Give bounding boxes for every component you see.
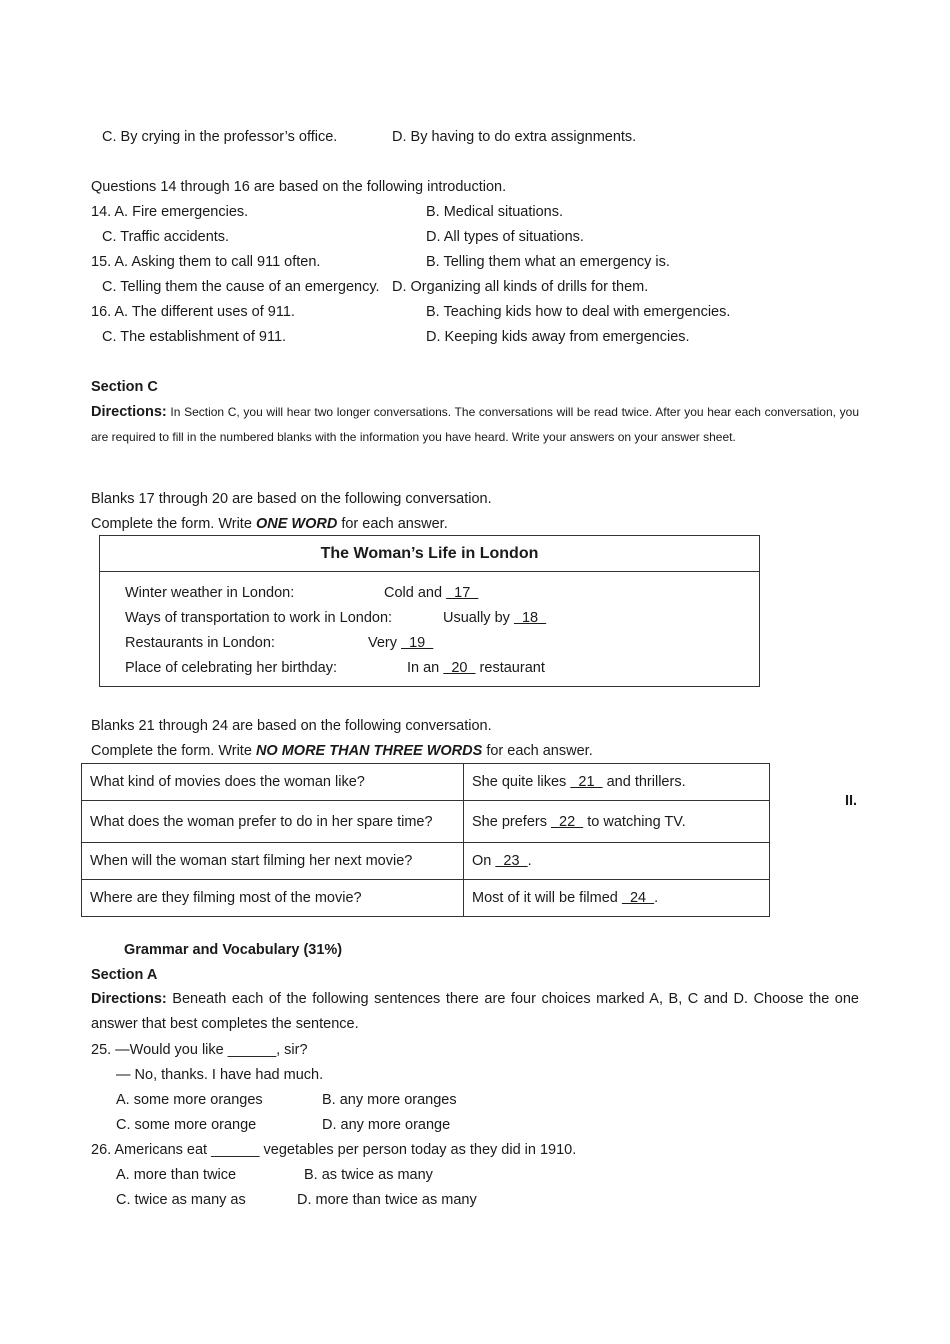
q26-stem: 26. Americans eat ______ vegetables per person today as they did in 1910. — [91, 1142, 577, 1158]
q25-option-a: A. some more oranges — [116, 1092, 263, 1108]
form-row-label: Place of celebrating her birthday: — [125, 660, 337, 676]
answer-post: . — [527, 853, 532, 869]
section-a-directions — [91, 987, 859, 1037]
answer-post: restaurant — [475, 660, 545, 676]
q15-option-a: 15. A. Asking them to call 911 often. — [91, 254, 321, 270]
q16-option-d: D. Keeping kids away from emergencies. — [426, 329, 690, 345]
q14-option-c: C. Traffic accidents. — [102, 229, 230, 245]
q26-option-c: C. twice as many as — [116, 1192, 246, 1208]
answer-pre: She quite likes — [472, 774, 571, 790]
table-row — [82, 801, 770, 843]
q26-option-b: B. as twice as many — [304, 1167, 433, 1183]
q16-option-a: 16. A. The different uses of 911. — [91, 304, 295, 320]
table-answer — [464, 843, 770, 880]
answer-pre: In an — [407, 660, 444, 676]
q26-option-d: D. more than twice as many — [297, 1192, 477, 1208]
part-ii-numeral: II. — [845, 793, 858, 809]
table-question: What kind of movies does the woman like? — [82, 764, 464, 801]
answer-post: to watching TV. — [583, 813, 686, 830]
intro-14-16: Questions 14 through 16 are based on the following introduction. — [91, 179, 507, 195]
q26-option-a: A. more than twice — [116, 1167, 237, 1183]
intro-21-24: Blanks 21 through 24 are based on the following conversation. — [91, 718, 492, 734]
table-question: What does the woman prefer to do in her spare time? — [82, 801, 464, 843]
blank-22[interactable]: 22 — [551, 813, 584, 830]
blank-20[interactable]: 20 — [443, 660, 476, 676]
table-answer — [464, 801, 770, 843]
table-row — [82, 880, 770, 917]
option-c: C. By crying in the professor’s office. — [102, 129, 338, 145]
q25-option-c: C. some more orange — [116, 1117, 257, 1133]
q15-option-d: D. Organizing all kinds of drills for them. — [392, 279, 649, 295]
blank-24[interactable]: 24 — [621, 890, 655, 906]
answer-pre: Most of it will be filmed — [472, 890, 622, 906]
section-c-directions — [91, 400, 859, 450]
q14-option-a: 14. A. Fire emergencies. — [91, 204, 249, 220]
answer-pre: She prefers — [472, 813, 551, 830]
table-row — [82, 843, 770, 880]
q25-line2: — No, thanks. I have had much. — [116, 1067, 324, 1083]
instr-pre: Complete the form. Write — [91, 516, 256, 532]
blank-18[interactable]: 18 — [513, 610, 547, 626]
table-row — [82, 764, 770, 801]
form-row-label: Restaurants in London: — [125, 635, 275, 651]
q16-option-b: B. Teaching kids how to deal with emergencies. — [426, 304, 731, 320]
instr-post: for each answer. — [337, 516, 448, 532]
q25-option-b: B. any more oranges — [322, 1092, 457, 1108]
movie-table — [81, 763, 770, 917]
answer-pre: Usually by — [443, 610, 514, 626]
form-row-answer — [384, 583, 478, 603]
instruction-21-24 — [91, 741, 593, 761]
form-row-answer — [443, 608, 546, 628]
blank-23[interactable]: 23 — [495, 853, 528, 869]
directions-text: Beneath each of the following sentences there are four choices marked A, B, C and D. Choose the one answer that best completes the sentence. — [91, 991, 859, 1032]
intro-17-20: Blanks 17 through 20 are based on the following conversation. — [91, 491, 492, 507]
q16-option-c: C. The establishment of 911. — [102, 329, 287, 345]
answer-pre: On — [472, 853, 496, 869]
instr-emphasis: ONE WORD — [255, 516, 338, 532]
blank-17[interactable]: 17 — [446, 585, 479, 601]
q25-option-d: D. any more orange — [322, 1117, 451, 1133]
woman-life-form — [99, 535, 760, 687]
form-row-label: Ways of transportation to work in London: — [125, 610, 393, 626]
table-question: When will the woman start filming her next movie? — [82, 843, 464, 880]
answer-pre: Very — [368, 635, 402, 651]
instr-pre: Complete the form. Write — [91, 743, 256, 759]
q25-line1: 25. —Would you like ______, sir? — [91, 1042, 308, 1058]
q15-option-b: B. Telling them what an emergency is. — [426, 254, 670, 270]
instruction-17-20 — [91, 514, 448, 534]
instr-post: for each answer. — [482, 743, 593, 759]
answer-post: . — [654, 890, 659, 906]
section-c-title: Section C — [91, 379, 158, 395]
instr-emphasis: NO MORE THAN THREE WORDS — [255, 743, 483, 759]
form-row-label: Winter weather in London: — [125, 585, 295, 601]
directions-label: Directions: — [91, 404, 167, 420]
q14-option-b: B. Medical situations. — [426, 204, 564, 220]
blank-19[interactable]: 19 — [401, 635, 434, 651]
q15-option-c: C. Telling them the cause of an emergency. — [102, 279, 380, 295]
table-question: Where are they filming most of the movie? — [82, 880, 464, 917]
form-row-answer — [368, 633, 433, 653]
form-row-answer — [407, 658, 545, 678]
table-answer — [464, 880, 770, 917]
directions-label: Directions: — [91, 991, 167, 1007]
directions-text: In Section C, you will hear two longer conversations. The conversations will be read twice. After you hear each conversation, you are required to fill in the numbered blanks with the information you have heard. Write your answers on your answer sheet. — [91, 405, 859, 444]
answer-post: and thrillers. — [602, 774, 686, 790]
answer-pre: Cold and — [384, 585, 447, 601]
section-a-title: Section A — [91, 967, 158, 983]
form-title: The Woman’s Life in London — [100, 536, 759, 572]
option-d: D. By having to do extra assignments. — [392, 129, 637, 145]
table-answer — [464, 764, 770, 801]
q14-option-d: D. All types of situations. — [426, 229, 584, 245]
blank-21[interactable]: 21 — [570, 774, 603, 790]
part-ii-title: Grammar and Vocabulary (31%) — [124, 942, 343, 958]
